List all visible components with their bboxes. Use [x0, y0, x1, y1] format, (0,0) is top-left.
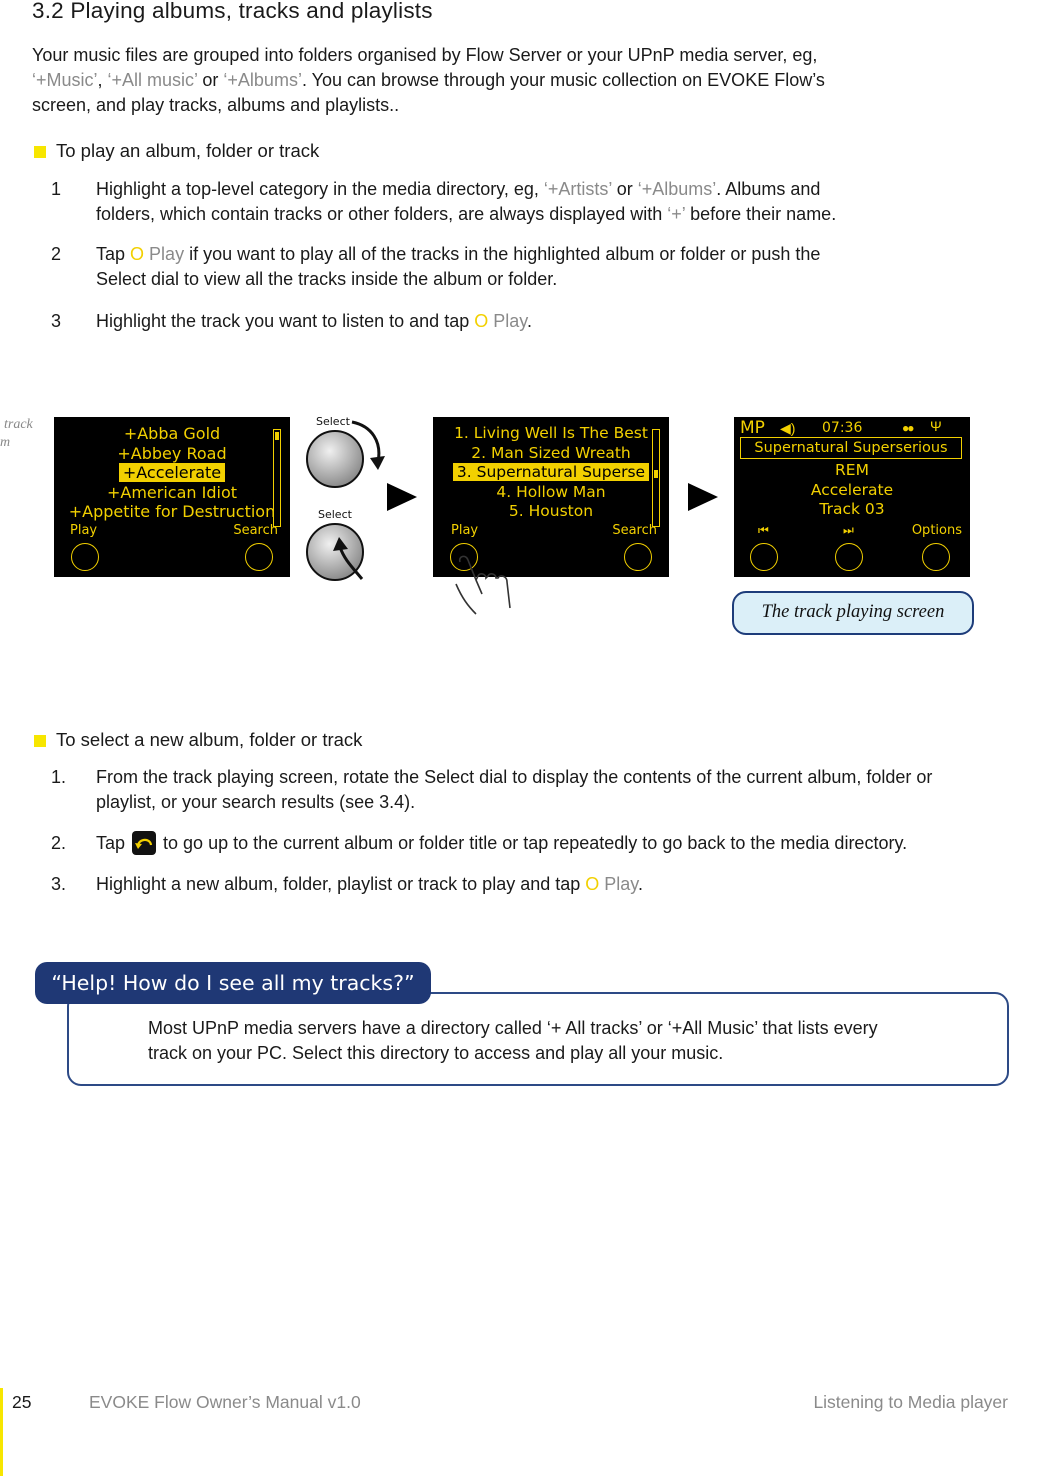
artist-name: REM	[835, 461, 869, 479]
volume-icon: ◀)	[780, 420, 796, 436]
scrollbar-thumb[interactable]	[275, 432, 279, 440]
softkey-search-label: Search	[612, 523, 657, 538]
album-name: Accelerate	[810, 480, 894, 499]
select-dial-label: Select	[316, 415, 350, 428]
intro-line-3: screen, and play tracks, albums and playlists..	[32, 95, 400, 115]
device-screen-media-directory	[54, 417, 290, 577]
track-number: Track 03	[819, 500, 885, 518]
previous-track-button[interactable]	[750, 543, 778, 571]
tip-heading: “Help! How do I see all my tracks?”	[35, 962, 431, 1004]
track-title-box: Supernatural Superserious	[740, 437, 962, 459]
options-softkey-button[interactable]	[922, 543, 950, 571]
list-item[interactable]: 1. Living Well Is The Best	[454, 424, 648, 442]
softkey-play-label: Play	[451, 523, 479, 538]
search-softkey-button[interactable]	[245, 543, 273, 571]
rotate-counterclockwise-arrow-icon	[330, 535, 390, 585]
directory-list	[54, 424, 290, 522]
next-step-arrow-icon	[688, 483, 718, 511]
intro-paragraph	[32, 43, 1022, 118]
bullet-square-icon	[34, 735, 46, 747]
bullet-square-icon	[34, 146, 46, 158]
select-step-2-number: 2.	[51, 833, 67, 853]
list-item[interactable]: 5. Houston	[508, 502, 594, 520]
list-item[interactable]: 4. Hollow Man	[496, 482, 606, 501]
section-heading: 3.2 Playing albums, tracks and playlists	[32, 0, 433, 23]
search-softkey-button[interactable]	[624, 543, 652, 571]
go-back-icon	[132, 831, 156, 855]
scrollbar-thumb[interactable]	[654, 470, 658, 478]
list-item[interactable]: +Appetite for Destruction	[68, 502, 276, 521]
list-item[interactable]: +American Idiot	[106, 482, 237, 502]
select-section-title: To select a new album, folder or track	[34, 729, 362, 751]
device-screen-track-playing	[734, 417, 970, 577]
footer-chapter: Listening to Media player	[813, 1392, 1008, 1412]
tip-text: Most UPnP media servers have a directory called ‘+ All tracks’ or ‘+All Music’ that lists every track on your PC. Select this directory to access and play all your music.	[148, 1018, 878, 1063]
list-item[interactable]: +Abba Gold	[123, 424, 221, 443]
play-softkey-button[interactable]	[71, 543, 99, 571]
next-track-button[interactable]	[835, 543, 863, 571]
list-item[interactable]: +Abbey Road	[117, 443, 227, 463]
list-item-highlighted[interactable]: +Accelerate	[54, 463, 290, 483]
intro-line-2: ‘+Music’, ‘+All music’ or ‘+Albums’. You can browse through your music collection on EVOKE Flow’s	[32, 70, 825, 90]
select-step-2-text: Tap to go up to the current album or folder title or tap repeatedly to go back to the media directory.	[96, 833, 908, 853]
rotate-clockwise-arrow-icon	[300, 410, 390, 490]
play-step-2-number: 2	[51, 244, 62, 264]
select-step-3-text: Highlight a new album, folder, playlist or track to play and tap O Play.	[96, 874, 643, 894]
softkey-play-label: Play	[70, 523, 98, 538]
next-track-icon: ⏭	[843, 523, 854, 537]
play-step-2-text: Tap O Play if you want to play all of the tracks in the highlighted album or folder or push the Select dial to view all the tracks inside the album or folder.	[96, 244, 821, 289]
softkey-options-label: Options	[911, 523, 962, 538]
page-number: 25	[12, 1392, 32, 1412]
footer-manual-title: EVOKE Flow Owner’s Manual v1.0	[89, 1392, 361, 1412]
intro-line-1: Your music files are grouped into folders organised by Flow Server or your UPnP media server, eg,	[32, 45, 818, 65]
select-dial-label: Select	[318, 508, 352, 521]
list-item-highlighted[interactable]: 3. Supernatural Superse	[433, 463, 669, 483]
scrollbar[interactable]	[652, 429, 660, 527]
track-list	[433, 424, 669, 522]
select-step-1-number: 1.	[51, 767, 67, 787]
screen-caption: The track playing screen	[732, 591, 974, 635]
select-step-1-text: From the track playing screen, rotate the Select dial to display the contents of the current album, folder or playlist, or your search results (see 3.4).	[96, 767, 933, 812]
margin-note: track m	[0, 417, 33, 450]
stereo-icon: ●●	[902, 421, 913, 435]
next-step-arrow-icon	[387, 483, 417, 511]
previous-track-icon: ⏮	[758, 523, 769, 537]
softkey-search-label: Search	[233, 523, 278, 538]
scrollbar[interactable]	[273, 429, 281, 527]
mode-label: MP	[740, 418, 765, 438]
list-item[interactable]: 2. Man Sized Wreath	[471, 443, 631, 462]
select-step-3-number: 3.	[51, 874, 67, 894]
track-details	[734, 461, 970, 520]
clock-time: 07:36	[822, 420, 863, 436]
play-step-1-number: 1	[51, 179, 62, 199]
signal-strength-icon: Ψ	[930, 418, 942, 434]
play-step-3-text: Highlight the track you want to listen to and tap O Play.	[96, 311, 532, 331]
footer-accent-bar	[0, 1388, 3, 1476]
play-step-1-text: Highlight a top-level category in the media directory, eg, ‘+Artists’ or ‘+Albums’. Albums and folders, which contain tracks or other folders, are always displayed with ‘+’ before their name.	[96, 179, 837, 224]
play-section-title: To play an album, folder or track	[34, 140, 319, 162]
tapping-hand-icon	[452, 548, 518, 618]
play-step-3-number: 3	[51, 311, 62, 331]
